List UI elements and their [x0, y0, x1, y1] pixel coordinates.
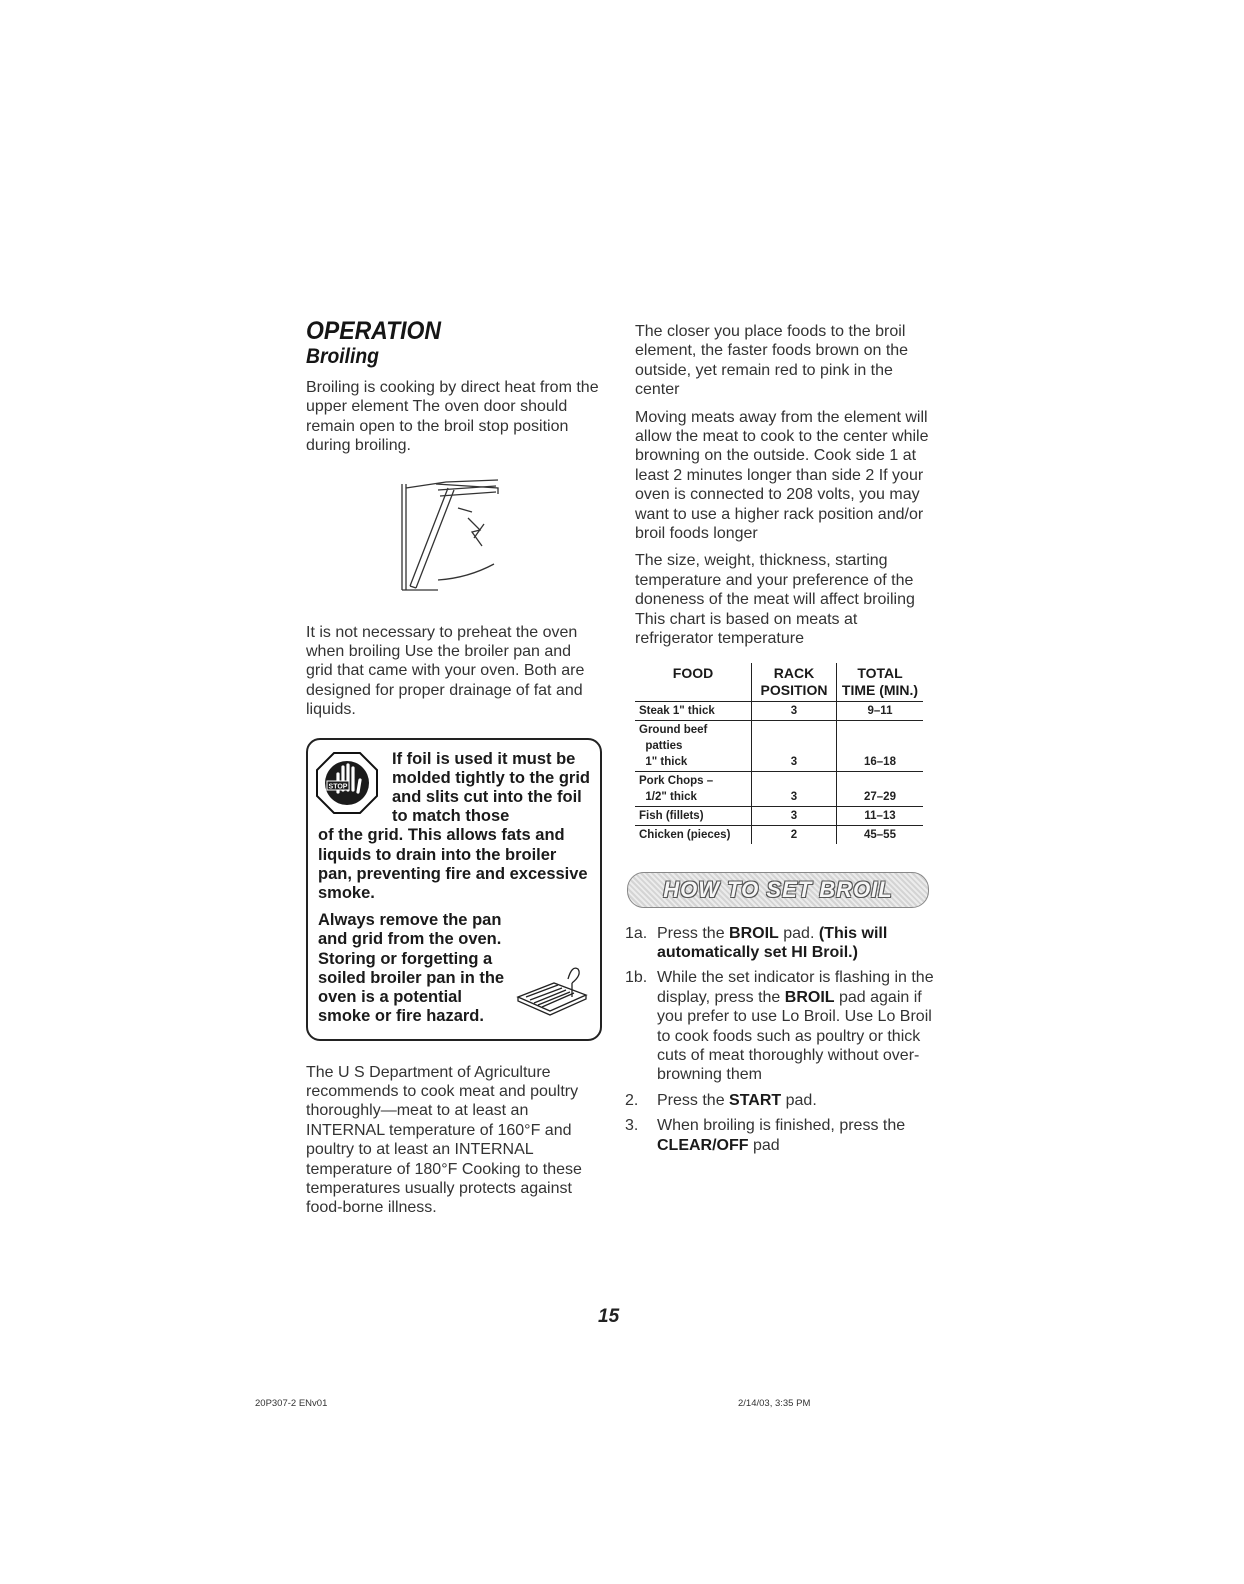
usda-recommendation: The U S Department of Agriculture recommends to cook meat and poultry thoroughly—meat to at least an INTERNAL temperature of 160°F and poultry to at least an INTERNAL temperature of 180°F Cooking to these temperatures usually protects against food-borne illness. — [306, 1063, 582, 1217]
document-code: 20P307-2 ENv01 — [255, 1398, 328, 1409]
foil-warning-lead: If foil is used it must be molded tightly to the grid and slits cut into the foil to match those — [392, 749, 590, 826]
time-cell: 27–29 — [837, 771, 924, 806]
foil-warning-continued: of the grid. This allows fats and liquids to drain into the broiler pan, preventing fire and excessive smoke. — [318, 826, 588, 903]
page-number: 15 — [598, 1306, 620, 1327]
left-column — [306, 318, 602, 1226]
broiling-intro: Broiling is cooking by direct heat from the upper element The oven door should remain open to the broil stop position during broiling. — [306, 379, 599, 455]
preheat-note: It is not necessary to preheat the oven when broiling Use the broiler pan and grid that came with your oven. Both are designed for proper drainage of fat and liquids. — [306, 623, 585, 719]
rack-cell: 3 — [752, 771, 837, 806]
chart-basis-note: The size, weight, thickness, starting temperature and your preference of the doneness of the meat will affect broiling This chart is based on meats at refrigerator temperature — [635, 552, 915, 648]
food-cell: Pork Chops – 1/2" thick — [635, 771, 752, 806]
stop-hand-icon — [316, 752, 378, 814]
section-subtitle: Broiling — [306, 345, 379, 368]
food-cell: Chicken (pieces) — [639, 828, 731, 841]
time-cell: 11–13 — [837, 806, 924, 825]
time-cell: 16–18 — [837, 720, 924, 771]
pan-storage-warning: Always remove the pan and grid from the oven. Storing or forgetting a soiled broiler pan in the oven is a potential smoke or fire hazard. — [318, 911, 505, 1026]
rack-cell: 3 — [752, 806, 837, 825]
step-1a: 1a. Press the BROIL pad. (This will automatically set HI Broil.) — [625, 924, 888, 961]
stop-icon-label: STOP — [328, 783, 348, 791]
column-header-rack-position: RACK POSITION — [752, 663, 837, 702]
print-timestamp: 2/14/03, 3:35 PM — [738, 1398, 811, 1409]
rack-cell: 3 — [752, 701, 837, 720]
table-row — [635, 825, 923, 844]
oven-door-broil-stop-illustration — [398, 478, 508, 596]
time-cell: 45–55 — [837, 825, 924, 844]
table-row — [635, 720, 923, 771]
broiler-pan-icon — [514, 961, 592, 1017]
time-cell: 9–11 — [837, 701, 924, 720]
table-row — [635, 771, 923, 806]
distance-note: The closer you place foods to the broil element, the faster foods brown on the outside, yet remain red to pink in the center — [635, 323, 909, 399]
step-2: 2. Press the START pad. — [625, 1091, 817, 1109]
step-3: 3. When broiling is finished, press the CLEAR/OFF pad — [625, 1117, 906, 1154]
rack-cell: 2 — [752, 825, 837, 844]
food-cell: Steak 1" thick — [635, 701, 752, 720]
step-1b: 1b. While the set indicator is flashing in the display, press the BROIL pad again if you prefer to use Lo Broil. Use Lo Broil to cook foods such as poultry or thick cuts of meat thoroughly without over-browning them — [625, 969, 934, 1084]
broiling-chart-table — [635, 663, 923, 844]
how-to-set-broil-banner: HOW TO SET BROIL — [627, 872, 929, 908]
table-row — [635, 806, 923, 825]
rack-cell: 3 — [752, 720, 837, 771]
column-header-total-time: TOTAL TIME (MIN.) — [837, 663, 924, 702]
right-column — [625, 322, 935, 1161]
table-row — [635, 701, 923, 720]
food-cell: Fish (fillets) — [635, 806, 752, 825]
food-cell: Ground beef patties 1" thick — [635, 720, 752, 771]
section-title: OPERATION — [306, 317, 442, 345]
foil-warning-box — [306, 738, 602, 1041]
moving-meats-note: Moving meats away from the element will allow the meat to cook to the center while browning on the outside. Cook side 1 at least 2 minutes longer than side 2 If your oven is connected to 208 volts, you may want to use a higher rack position and/or broil foods longer — [635, 408, 929, 543]
column-header-food: FOOD — [635, 663, 752, 702]
